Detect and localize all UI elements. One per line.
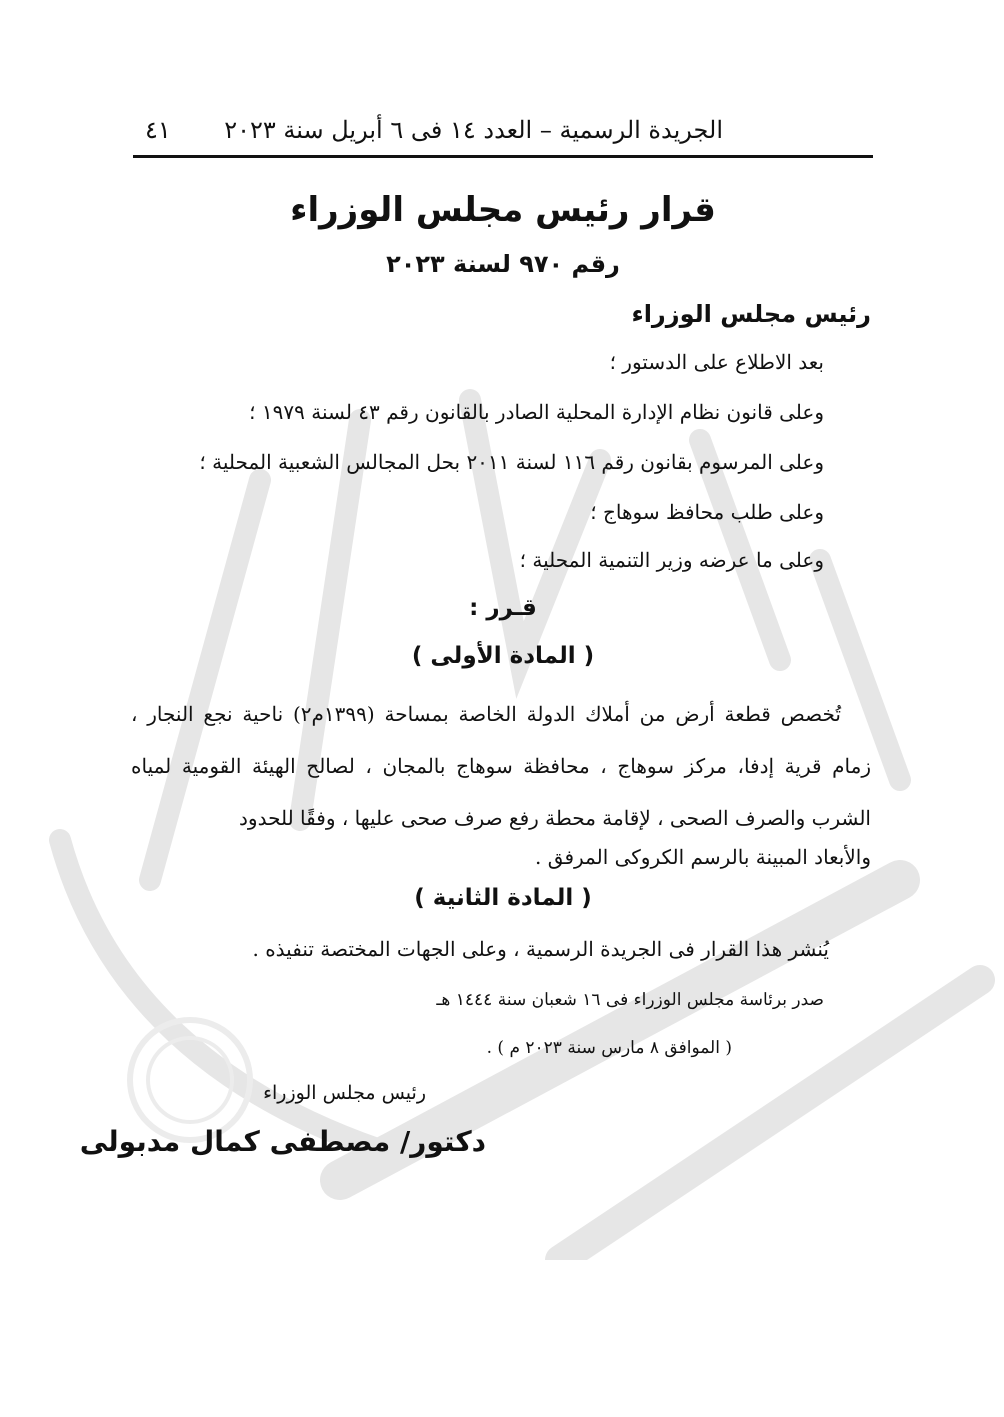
page-header [133,112,873,152]
preamble-line: وعلى طلب محافظ سوهاج ؛ [590,500,824,524]
decree-title: قرار رئيس مجلس الوزراء [290,190,716,230]
article1-heading: ( المادة الأولى ) [411,643,595,669]
decree-issuer: رئيس مجلس الوزراء [631,300,871,328]
issued-gregorian: ( الموافق ٨ مارس سنة ٢٠٢٣ م ) . [486,1038,732,1058]
page-number: ٤١ [145,116,171,144]
preamble-line: وعلى ما عرضه وزير التنمية المحلية ؛ [519,548,824,572]
article1-last-line: والأبعاد المبينة بالرسم الكروكى المرفق . [535,845,871,869]
article2-heading: ( المادة الثانية ) [414,885,592,911]
article2-text: يُنشر هذا القرار فى الجريدة الرسمية ، وعلى الجهات المختصة تنفيذه . [252,937,829,961]
preamble-line: وعلى قانون نظام الإدارة المحلية الصادر بالقانون رقم ٤٣ لسنة ١٩٧٩ ؛ [249,400,824,424]
preamble-line: بعد الاطلاع على الدستور ؛ [609,350,824,374]
header-divider [133,155,873,158]
issued-hijri: صدر برئاسة مجلس الوزراء فى ١٦ شعبان سنة ١٤٤٤ هـ [436,990,824,1010]
preamble-line: وعلى المرسوم بقانون رقم ١١٦ لسنة ٢٠١١ بحل المجالس الشعبية المحلية ؛ [199,450,824,474]
signature-title: رئيس مجلس الوزراء [263,1082,426,1104]
article1-text: تُخصص قطعة أرض من أملاك الدولة الخاصة بمساحة (١٣٩٩م٢) ناحية نجع النجار ، زمام قرية إدفا، مركز سوهاج ، محافظة سوهاج بالمجان ، لصالح الهيئة القومية لمياه الشرب والصرف الصحى ، لإقامة محطة رفع صرف صحى عليها ، وفقًا للحدود [131,702,871,830]
decree-number: رقم ٩٧٠ لسنة ٢٠٢٣ [386,250,620,278]
signature-name: دكتور/ مصطفى كمال مدبولى [79,1125,486,1158]
gazette-issue-title: الجريدة الرسمية – العدد ١٤ فى ٦ أبريل سنة ٢٠٢٣ [224,116,723,144]
decided-label: قـرر : [469,595,537,621]
